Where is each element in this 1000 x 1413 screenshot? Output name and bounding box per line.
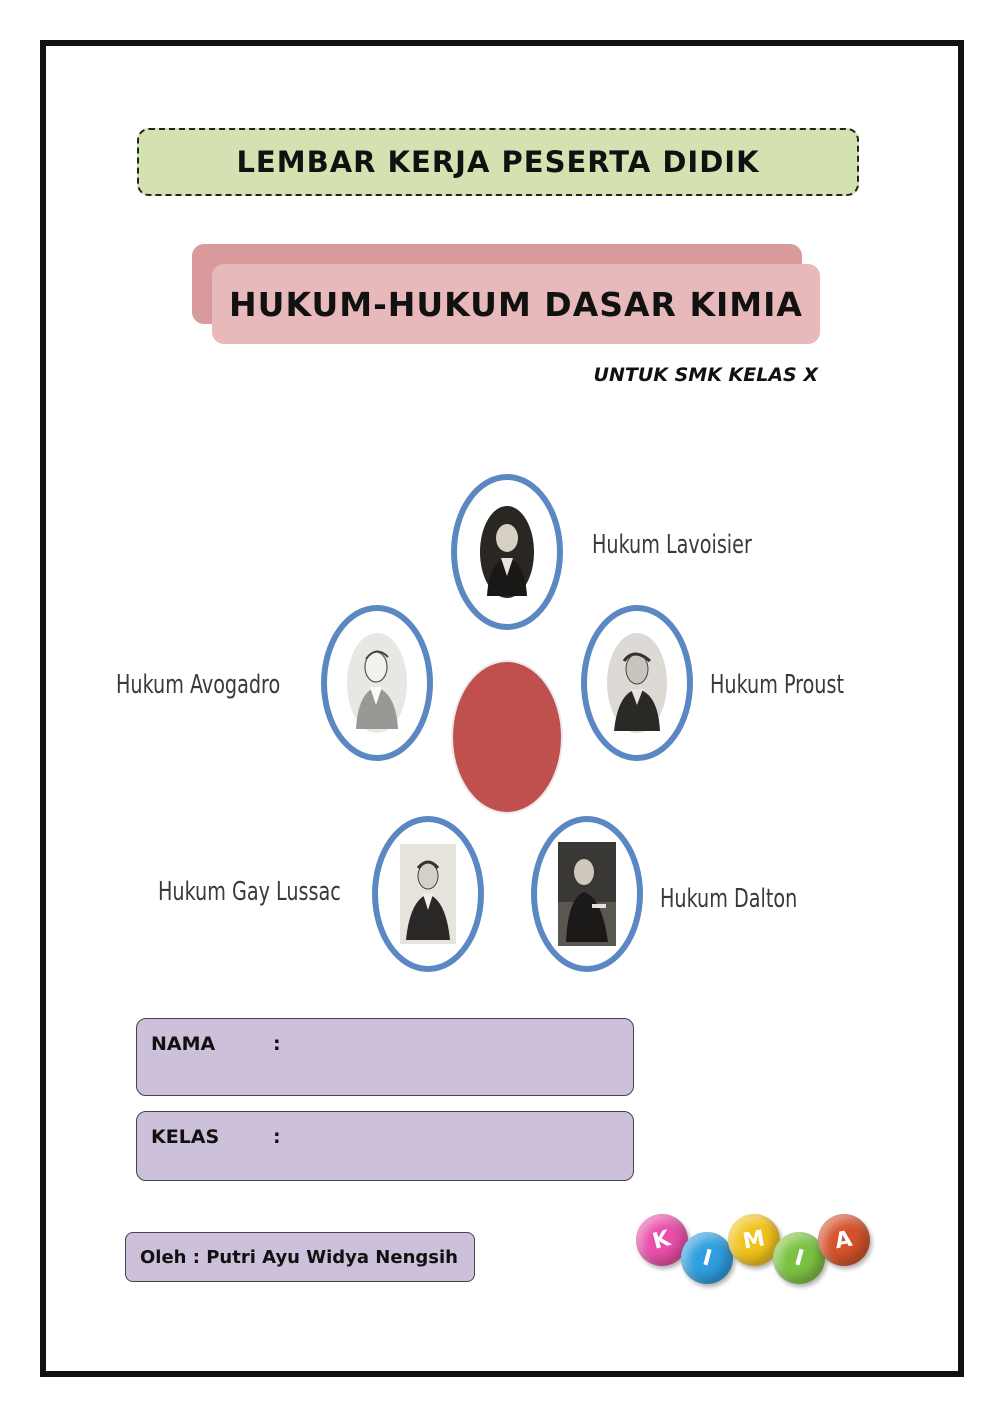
label-lavoisier: Hukum Lavoisier <box>592 530 752 560</box>
lavoisier-portrait-icon <box>479 504 535 600</box>
portrait-gay-lussac <box>372 816 484 972</box>
logo-letter-i1: I <box>699 1244 715 1272</box>
logo-letter-m: M <box>741 1225 767 1255</box>
label-avogadro: Hukum Avogadro <box>116 670 281 700</box>
portrait-proust <box>581 605 693 761</box>
main-title: HUKUM-HUKUM DASAR KIMIA <box>229 284 803 324</box>
class-label: KELAS <box>151 1126 220 1148</box>
logo-letter-a: A <box>833 1226 855 1254</box>
center-oval <box>453 662 561 812</box>
class-field[interactable] <box>136 1111 634 1181</box>
name-field[interactable] <box>136 1018 634 1096</box>
name-label: NAMA <box>151 1033 216 1055</box>
main-title-banner <box>212 264 820 344</box>
subtitle: UNTUK SMK KELAS X <box>593 364 818 386</box>
name-colon: : <box>273 1033 281 1055</box>
portrait-dalton <box>531 816 643 972</box>
gay-lussac-portrait-icon <box>400 844 456 944</box>
author-box <box>125 1232 475 1282</box>
logo-ball-i1 <box>681 1232 733 1284</box>
author-text: Oleh : Putri Ayu Widya Nengsih <box>140 1246 458 1268</box>
portrait-lavoisier <box>451 474 563 630</box>
proust-portrait-icon <box>606 631 668 735</box>
avogadro-portrait-icon <box>346 631 408 735</box>
portrait-avogadro <box>321 605 433 761</box>
label-gay-lussac: Hukum Gay Lussac <box>158 877 341 907</box>
dalton-portrait-icon <box>558 842 616 946</box>
label-proust: Hukum Proust <box>710 670 844 700</box>
logo-letter-i2: I <box>791 1244 807 1272</box>
logo-ball-a <box>818 1214 870 1266</box>
label-dalton: Hukum Dalton <box>660 884 798 914</box>
logo-letter-k: K <box>650 1225 674 1255</box>
worksheet-title-banner <box>137 128 859 196</box>
worksheet-title: LEMBAR KERJA PESERTA DIDIK <box>236 145 760 179</box>
class-colon: : <box>273 1126 281 1148</box>
